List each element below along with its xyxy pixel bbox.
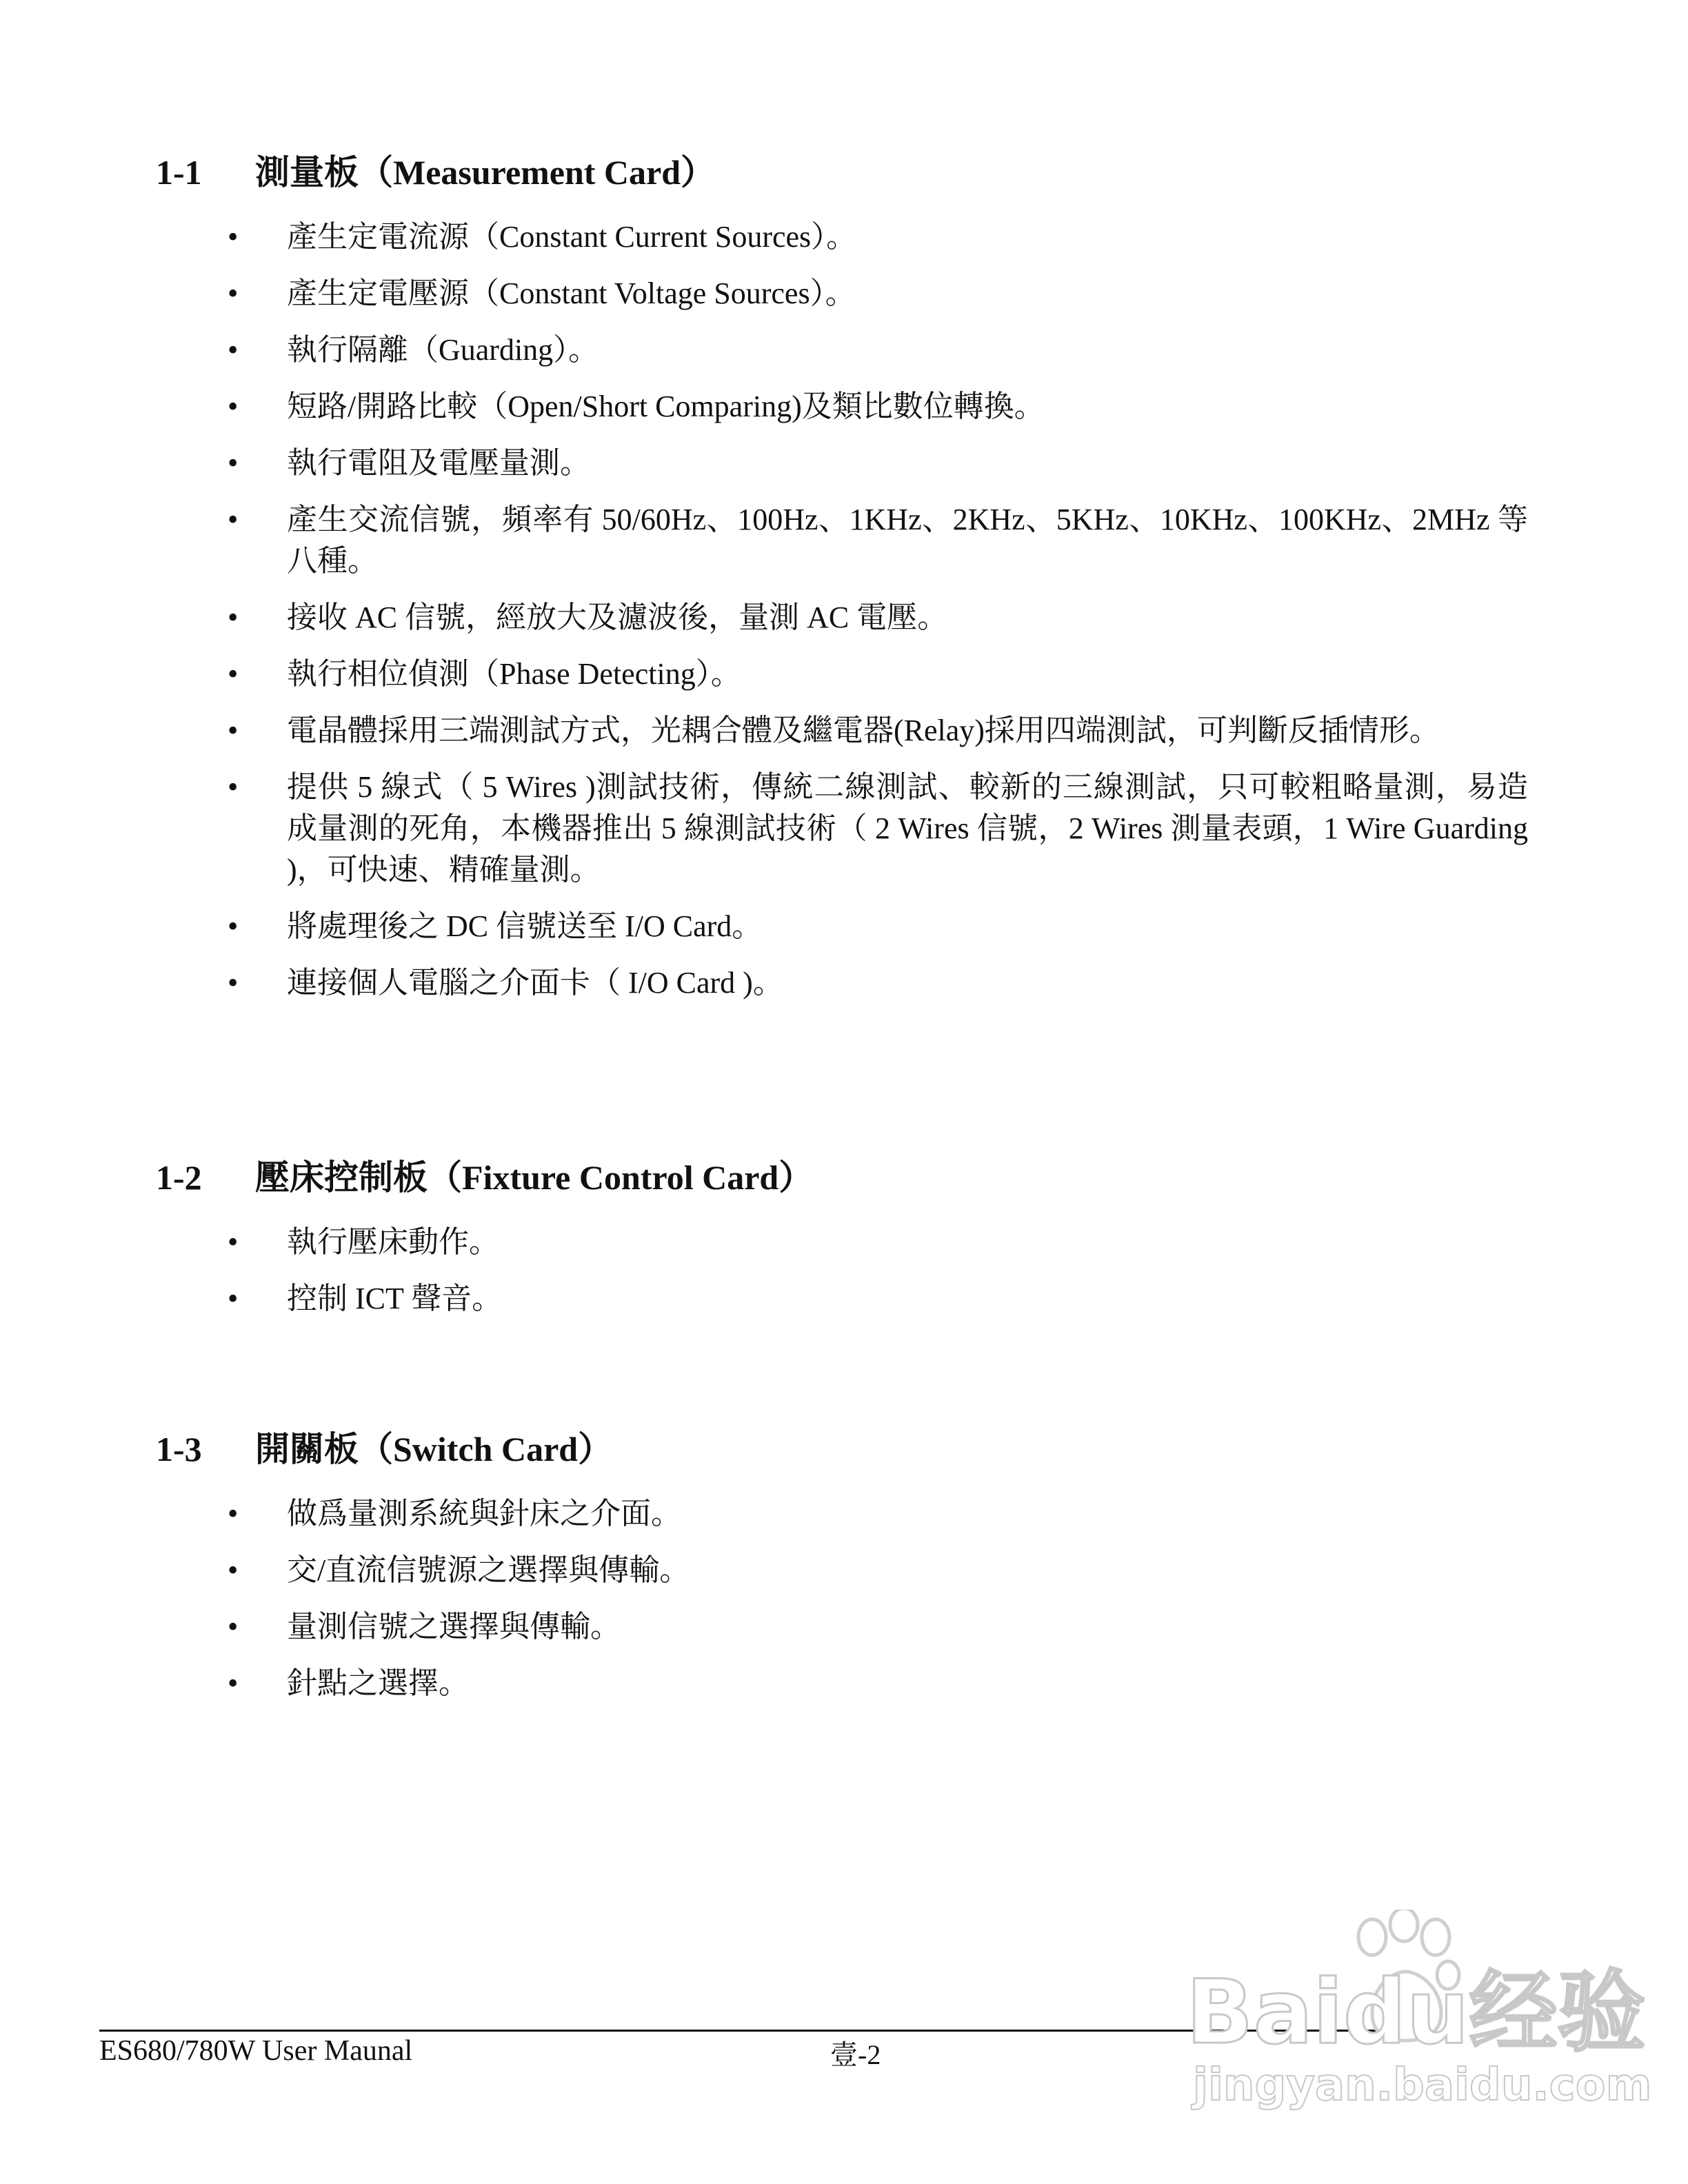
- list-item-text: 提供 5 線式（ 5 Wires )測試技術，傳統二線測試、較新的三線測試，只可較粗略量測，易造成量測的死角，本機器推出 5 線測試技術（ 2 Wires 信號，2 Wires 測量表頭，1 Wire Guarding )，可快速、精確量測。: [287, 770, 1528, 887]
- section-title: 測量板（Measurement Card）: [255, 153, 716, 192]
- section-number: 1-2: [156, 1158, 202, 1197]
- list-item-text: 做爲量測系統與針床之介面。: [287, 1497, 681, 1530]
- section-number: 1-3: [156, 1430, 202, 1468]
- bullet-icon: •: [228, 390, 239, 423]
- list-item: [156, 1606, 1528, 1648]
- section-number: 1-1: [156, 153, 202, 192]
- list-item: [156, 906, 1528, 947]
- section-heading: [156, 152, 1535, 193]
- bullet-icon: •: [228, 220, 239, 254]
- bullet-list: [156, 1493, 1535, 1704]
- bullet-icon: •: [228, 333, 239, 367]
- bullet-icon: •: [228, 1666, 239, 1700]
- section-measurement-card: [156, 152, 1535, 1004]
- bullet-icon: •: [228, 600, 239, 634]
- bullet-list: [156, 216, 1535, 1004]
- list-item: [156, 962, 1528, 1004]
- list-item: [156, 1493, 1528, 1535]
- list-item: [156, 1278, 1528, 1320]
- list-item-text: 連接個人電腦之介面卡（ I/O Card )。: [287, 966, 783, 1000]
- list-item: [156, 443, 1528, 484]
- list-item-text: 產生定電流源（Constant Current Sources）。: [287, 220, 857, 254]
- bullet-icon: •: [228, 909, 239, 943]
- section-heading: [156, 1157, 1535, 1198]
- list-item: [156, 767, 1528, 891]
- bullet-icon: •: [228, 276, 239, 310]
- bullet-list: [156, 1222, 1535, 1320]
- watermark-site: jingyan.baidu.com: [1193, 2060, 1652, 2111]
- list-item-text: 接收 AC 信號，經放大及濾波後，量測 AC 電壓。: [287, 600, 948, 634]
- list-item-text: 執行電阻及電壓量測。: [287, 446, 590, 480]
- list-item-text: 控制 ICT 聲音。: [287, 1282, 503, 1315]
- section-switch-card: [156, 1428, 1535, 1704]
- list-item: [156, 1663, 1528, 1704]
- list-item: [156, 330, 1528, 371]
- bullet-icon: •: [228, 1610, 239, 1644]
- list-item: [156, 499, 1528, 582]
- list-item-text: 執行相位偵測（Phase Detecting）。: [287, 657, 741, 691]
- list-item: [156, 216, 1528, 258]
- bullet-icon: •: [228, 1497, 239, 1530]
- list-item-text: 執行隔離（Guarding）。: [287, 333, 599, 367]
- baidu-watermark: [1172, 1910, 1652, 2111]
- list-item: [156, 1222, 1528, 1263]
- list-item-text: 針點之選擇。: [287, 1666, 469, 1700]
- section-title: 開關板（Switch Card）: [255, 1430, 613, 1468]
- bullet-icon: •: [228, 966, 239, 1000]
- list-item-text: 將處理後之 DC 信號送至 I/O Card。: [287, 909, 763, 943]
- list-item: [156, 273, 1528, 314]
- list-item-text: 交/直流信號源之選擇與傳輸。: [287, 1553, 690, 1587]
- list-item-text: 量測信號之選擇與傳輸。: [287, 1610, 621, 1644]
- bullet-icon: •: [228, 1553, 239, 1587]
- list-item: [156, 386, 1528, 427]
- section-fixture-control-card: [156, 1157, 1535, 1320]
- list-item-text: 產生定電壓源（Constant Voltage Sources）。: [287, 276, 856, 310]
- list-item: [156, 654, 1528, 695]
- bullet-icon: •: [228, 503, 239, 536]
- list-item: [156, 597, 1528, 638]
- bullet-icon: •: [228, 657, 239, 691]
- list-item: [156, 710, 1528, 751]
- bullet-icon: •: [228, 770, 239, 804]
- list-item-text: 產生交流信號，頻率有 50/60Hz、100Hz、1KHz、2KHz、5KHz、10KHz、100KHz、2MHz 等八種。: [287, 503, 1528, 578]
- list-item-text: 電晶體採用三端測試方式，光耦合體及繼電器(Relay)採用四端測試，可判斷反插情形。: [287, 714, 1440, 747]
- bullet-icon: •: [228, 714, 239, 747]
- list-item-text: 執行壓床動作。: [287, 1225, 499, 1259]
- footer-page-number: 壹-2: [830, 2039, 881, 2070]
- bullet-icon: •: [228, 446, 239, 480]
- list-item-text: 短路/開路比較（Open/Short Comparing)及類比數位轉換。: [287, 390, 1045, 423]
- section-title: 壓床控制板（Fixture Control Card）: [255, 1158, 814, 1197]
- footer-manual-title: ES680/780W User Maunal: [99, 2035, 413, 2067]
- watermark-brand: Baidu经验: [1186, 1961, 1646, 2064]
- bullet-icon: •: [228, 1225, 239, 1259]
- section-heading: [156, 1428, 1535, 1470]
- list-item: [156, 1550, 1528, 1591]
- bullet-icon: •: [228, 1282, 239, 1315]
